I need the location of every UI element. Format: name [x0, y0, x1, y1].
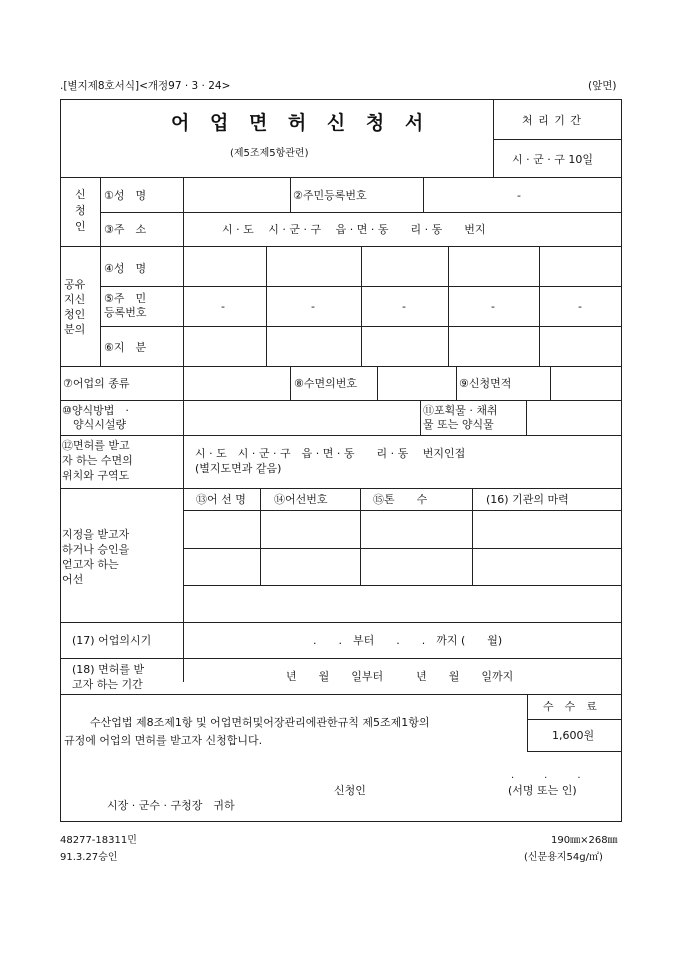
- date-dots[interactable]: . . .: [511, 770, 581, 781]
- rrn-dash[interactable]: -: [517, 189, 521, 202]
- vessel-number-header: ⑭어선번호: [274, 493, 328, 506]
- coowner-name-label: ④성 명: [104, 262, 147, 275]
- form-code: 48277-18311민: [60, 835, 137, 846]
- coowner-rrn-dash-2[interactable]: -: [311, 300, 315, 313]
- water-number-label: ⑧수면의번호: [294, 377, 357, 390]
- fishery-type-label: ⑦어업의 종류: [63, 377, 130, 390]
- coowner-rrn-label: ⑤주 민 등록번호: [104, 292, 147, 319]
- processing-period-value: 시 · 군 · 구 10일: [512, 153, 593, 166]
- license-period-field[interactable]: 년 월 일부터 년 월 일까지: [286, 670, 514, 683]
- signature-field[interactable]: (서명 또는 인): [508, 784, 577, 797]
- paper-type: (신문용지54g/㎡): [524, 852, 603, 863]
- address-label: ③주 소: [104, 223, 147, 236]
- coowner-rrn-dash-3[interactable]: -: [402, 300, 406, 313]
- area-label: ⑨신청면적: [459, 377, 512, 390]
- location-label: ⑫면허를 받고 자 하는 수면의 위치와 구역도: [62, 439, 133, 482]
- vessel-group-label: 지정을 받고자 하거나 승인을 얻고자 하는 어선: [62, 528, 130, 586]
- license-period-label: (18) 면허를 받 고자 하는 기간: [72, 663, 145, 691]
- coowner-rrn-dash-1[interactable]: -: [221, 300, 225, 313]
- addressee: 시장 · 군수 · 구청장 귀하: [107, 799, 235, 812]
- applicant-group-label: 신 청 인: [75, 188, 86, 233]
- applicant-signature-label: 신청인: [334, 784, 366, 797]
- applicant-name-field[interactable]: [184, 178, 290, 212]
- coowner-group-label: 공유 지신 청인 분의: [64, 278, 86, 336]
- fee-label: 수 수 료: [543, 700, 597, 713]
- form-subtitle: (제5조제5항관련): [230, 148, 309, 159]
- form-number: .[별지제8호서식]<개정97 · 3 · 24>: [60, 80, 231, 92]
- declaration-line-2: 규정에 어업의 면허를 받고자 신청합니다.: [64, 734, 263, 747]
- address-field[interactable]: 시 · 도 시 · 군 · 구 읍 · 면 · 동 리 · 동 번지: [222, 223, 486, 236]
- catch-label: ⑪포획물 · 채취 물 또는 양식물: [423, 404, 498, 431]
- location-field[interactable]: 시 · 도 시 · 군 · 구 읍 · 면 · 동 리 · 동 번지인접 (별지도면과 같음): [195, 447, 466, 475]
- fishing-season-label: (17) 어업의시기: [72, 634, 152, 647]
- page-side-label: (앞면): [588, 80, 617, 92]
- form-title: 어 업 면 허 신 청 서: [171, 112, 431, 134]
- approval-date: 91.3.27승인: [60, 852, 118, 863]
- coowner-share-label: ⑥지 분: [104, 341, 147, 354]
- declaration-line-1: 수산업법 제8조제1항 및 어업면허및어장관리에관한규칙 제5조제1항의: [90, 716, 430, 729]
- fee-value: 1,600원: [552, 729, 595, 742]
- processing-period-label: 처 리 기 간: [522, 114, 582, 127]
- name-label: ①성 명: [104, 189, 147, 202]
- rrn-label: ②주민등록번호: [293, 189, 367, 202]
- paper-size: 190㎜×268㎜: [551, 835, 618, 846]
- coowner-rrn-dash-5[interactable]: -: [578, 300, 582, 313]
- engine-power-header: (16) 기관의 마력: [486, 493, 569, 506]
- tonnage-header: ⑮톤 수: [373, 493, 428, 506]
- coowner-rrn-dash-4[interactable]: -: [491, 300, 495, 313]
- vessel-name-header: ⑬어 선 명: [196, 493, 246, 506]
- culture-method-label: ⑩양식방법 · 양식시설량: [62, 404, 129, 431]
- fishing-season-field[interactable]: . . 부터 . . 까지 ( 월): [313, 634, 503, 647]
